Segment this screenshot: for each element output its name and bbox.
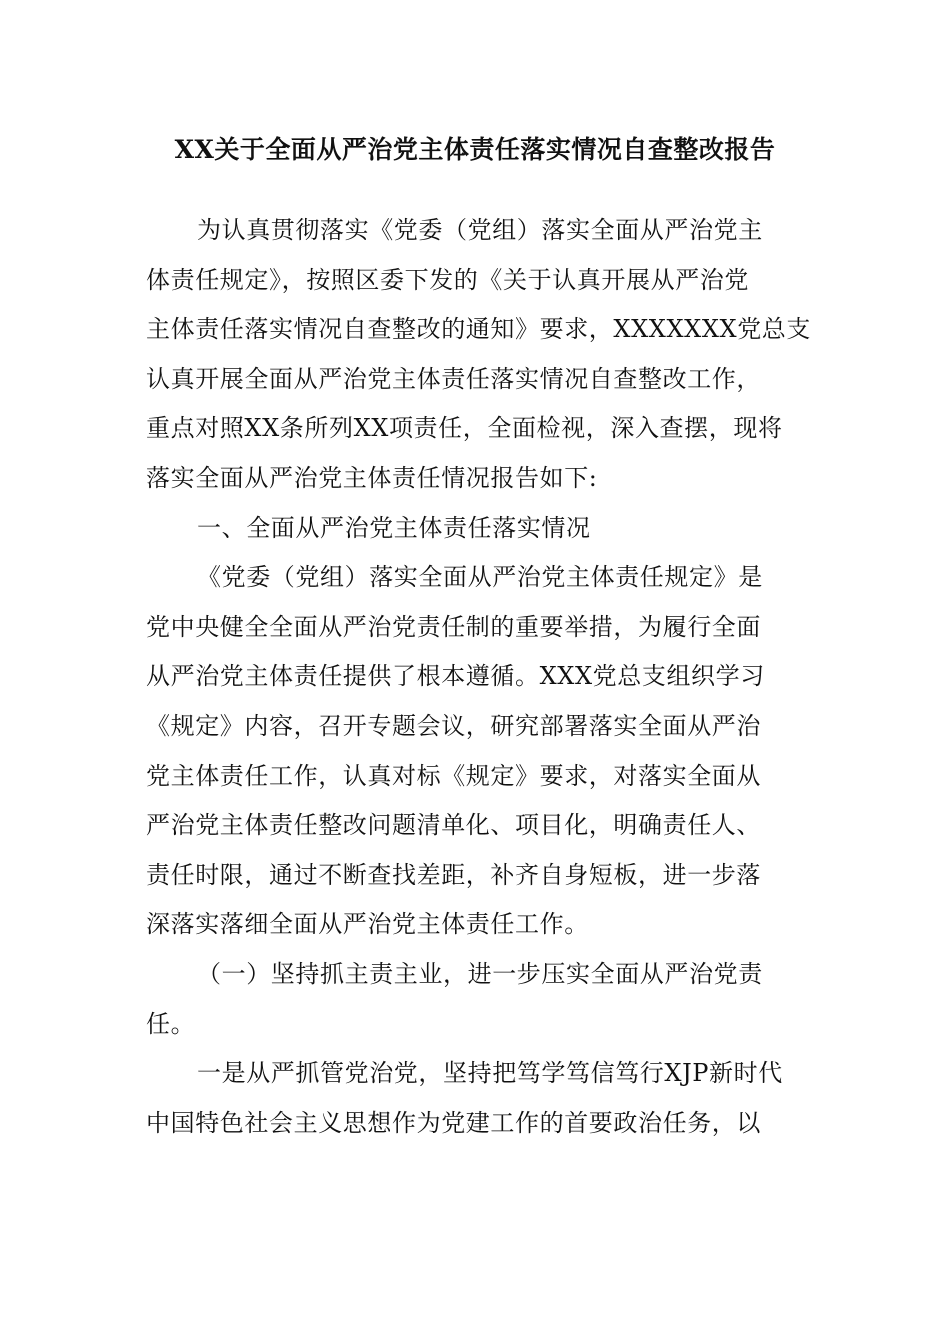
document-title: XX关于全面从严治党主体责任落实情况自查整改报告: [174, 135, 776, 164]
paragraph-line: 一是从严抓管党治党，坚持把笃学笃信笃行XJP新时代: [197, 1059, 783, 1088]
paragraph-line: 认真开展全面从严治党主体责任落实情况自查整改工作，: [146, 364, 761, 393]
paragraph-line: 党中央健全全面从严治党责任制的重要举措，为履行全面: [146, 612, 761, 641]
paragraph-line: 体责任规定》，按照区委下发的《关于认真开展从严治党: [146, 265, 749, 294]
paragraph-line: 《党委（党组）落实全面从严治党主体责任规定》是: [197, 563, 763, 592]
paragraph-line: 从严治党主体责任提供了根本遵循。XXX党总支组织学习: [146, 662, 765, 691]
paragraph-line: 责任时限，通过不断查找差距，补齐自身短板，进一步落: [146, 860, 761, 889]
paragraph-line: 任。: [146, 1009, 196, 1038]
document-body: [146, 206, 811, 1148]
section-heading: 一、全面从严治党主体责任落实情况: [197, 513, 591, 542]
paragraph-line: 严治党主体责任整改问题清单化、项目化，明确责任人、: [146, 811, 761, 840]
paragraph-line: 主体责任落实情况自查整改的通知》要求，XXXXXXX党总支: [146, 315, 811, 344]
paragraph-line: 为认真贯彻落实《党委（党组）落实全面从严治党主: [197, 216, 763, 244]
paragraph-line: 《规定》内容，召开专题会议，研究部署落实全面从严治: [146, 711, 761, 740]
paragraph-line: 中国特色社会主义思想作为党建工作的首要政治任务，以: [146, 1108, 761, 1137]
paragraph-line: 落实全面从严治党主体责任情况报告如下:: [146, 463, 598, 492]
paragraph-line: 深落实落细全面从严治党主体责任工作。: [146, 910, 589, 939]
paragraph-line: （一）坚持抓主责主业，进一步压实全面从严治党责: [197, 959, 763, 988]
paragraph-line: 党主体责任工作，认真对标《规定》要求，对落实全面从: [146, 761, 761, 790]
paragraph-line: 重点对照XX条所列XX项责任，全面检视，深入查摆，现将: [146, 414, 783, 443]
